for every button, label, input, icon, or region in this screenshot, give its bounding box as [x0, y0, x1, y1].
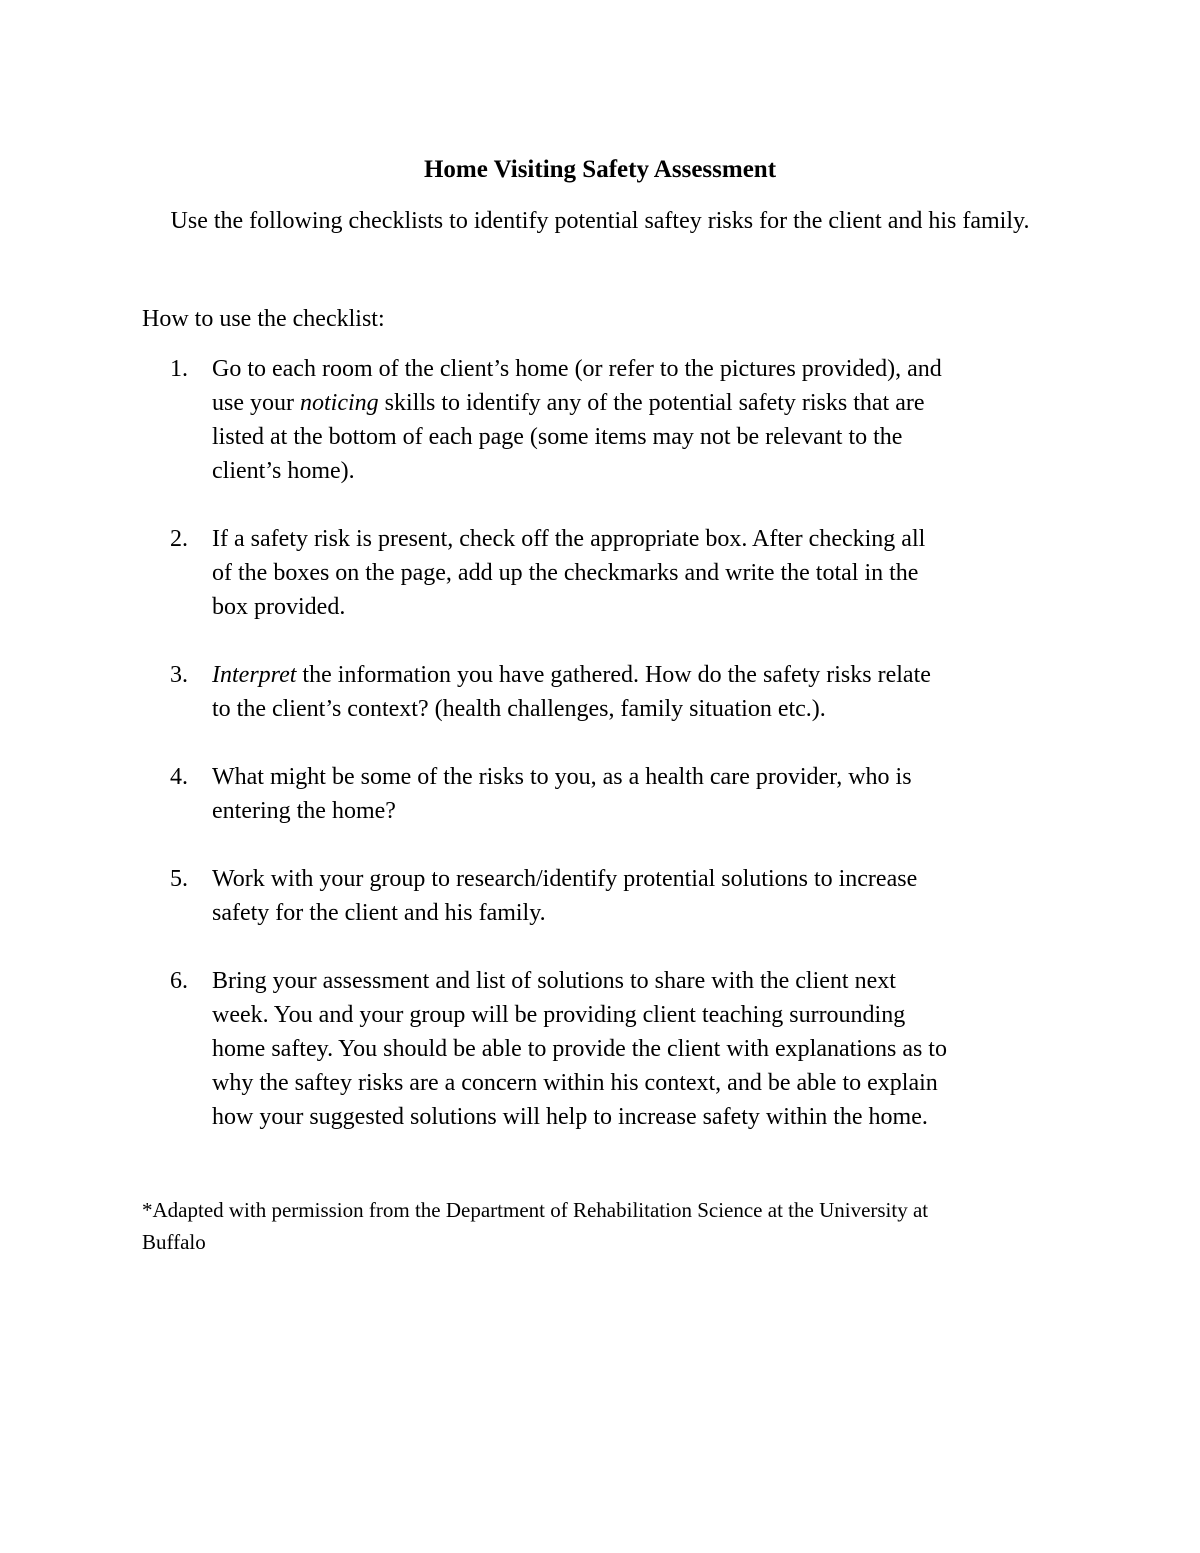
document-title: Home Visiting Safety Assessment	[423, 156, 777, 183]
text-segment: use your	[212, 390, 300, 416]
text-line: What might be some of the risks to you, as a health care provider, who is	[212, 764, 912, 790]
text-line: safety for the client and his family.	[212, 900, 546, 926]
list-item-number: 1.	[170, 356, 188, 382]
list-item-text	[212, 964, 947, 1134]
footnote	[142, 1194, 928, 1258]
text-line: week. You and your group will be providing client teaching surrounding	[212, 1002, 906, 1028]
intro-text: Use the following checklists to identify potential saftey risks for the client and his family.	[170, 208, 1030, 234]
text-line: listed at the bottom of each page (some items may not be relevant to the	[212, 424, 903, 450]
list-item-text	[212, 760, 912, 828]
text-line: Go to each room of the client’s home (or refer to the pictures provided), and	[212, 356, 942, 382]
list-item-number: 4.	[170, 764, 188, 790]
list-item-number: 2.	[170, 526, 188, 552]
text-line: how your suggested solutions will help to increase safety within the home.	[212, 1104, 928, 1130]
list-item-text	[212, 522, 925, 624]
list-item-text	[212, 862, 917, 930]
list-item-number: 5.	[170, 866, 188, 892]
text-line: If a safety risk is present, check off the appropriate box. After checking all	[212, 526, 926, 552]
text-segment: the information you have gathered. How do the safety risks relate	[296, 662, 931, 688]
emphasis-text: Interpret	[212, 662, 297, 688]
list-item-number: 3.	[170, 662, 188, 688]
text-line: home saftey. You should be able to provide the client with explanations as to	[212, 1036, 947, 1062]
text-line	[212, 386, 942, 420]
emphasis-text: noticing	[299, 390, 379, 416]
text-line: entering the home?	[212, 798, 396, 824]
text-line	[212, 658, 931, 692]
text-line: Bring your assessment and list of solutions to share with the client next	[212, 968, 896, 994]
text-line: Work with your group to research/identify protential solutions to increase	[212, 866, 918, 892]
howto-heading: How to use the checklist:	[142, 306, 385, 332]
text-segment: skills to identify any of the potential safety risks that are	[378, 390, 925, 416]
footnote-line: *Adapted with permission from the Department of Rehabilitation Science at the University at	[142, 1198, 929, 1222]
text-line: of the boxes on the page, add up the checkmarks and write the total in the	[212, 560, 919, 586]
list-item-text	[212, 658, 931, 726]
footnote-line: Buffalo	[142, 1230, 206, 1254]
text-line: to the client’s context? (health challenges, family situation etc.).	[212, 696, 826, 722]
text-line: box provided.	[212, 594, 346, 620]
text-line: client’s home).	[212, 458, 355, 484]
list-item-text	[212, 352, 942, 488]
list-item-number: 6.	[170, 968, 188, 994]
text-line: why the saftey risks are a concern within his context, and be able to explain	[212, 1070, 938, 1096]
